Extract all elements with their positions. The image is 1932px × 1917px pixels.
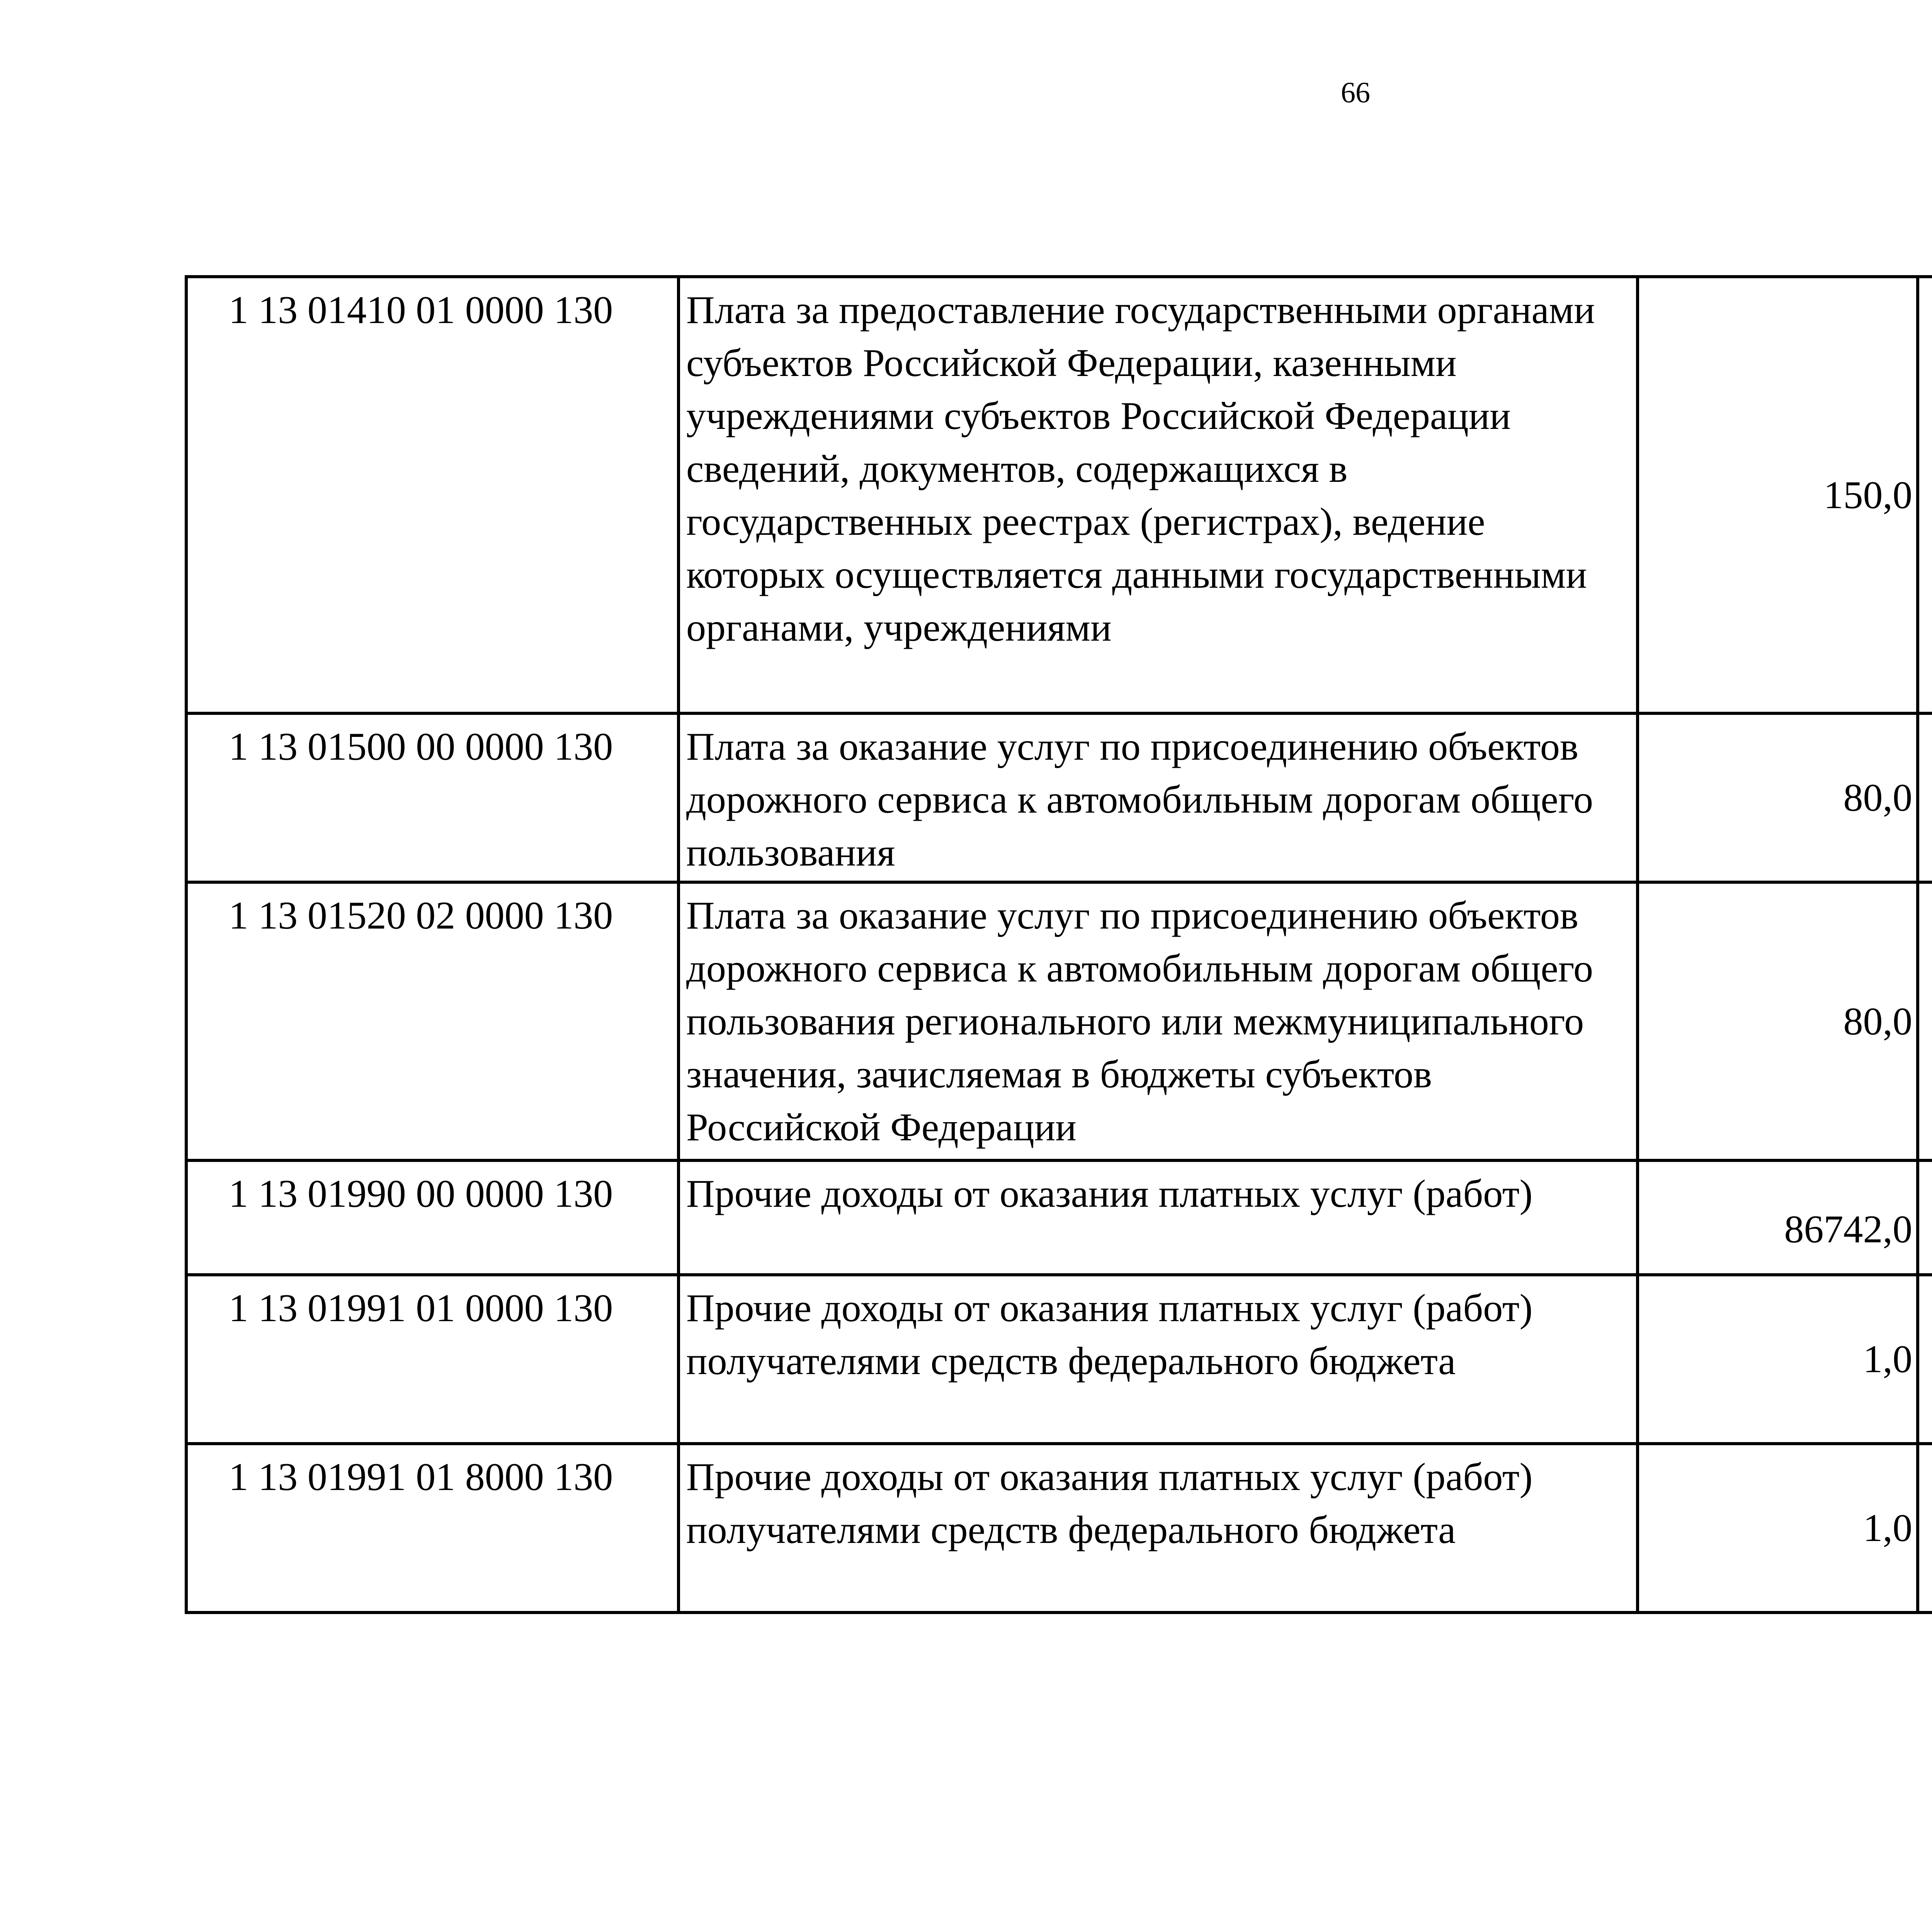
value-year2-cell: [1918, 1444, 1932, 1613]
value-year2-cell: [1918, 882, 1932, 1160]
table-row: [186, 1444, 1932, 1613]
table-row: [186, 277, 1932, 713]
revenue-code-cell: 1 13 01520 02 0000 130: [186, 882, 679, 1160]
revenue-code-cell: 1 13 01410 01 0000 130: [186, 277, 679, 713]
revenue-code-cell: 1 13 01500 00 0000 130: [186, 713, 679, 882]
revenue-code-cell: 1 13 01990 00 0000 130: [186, 1160, 679, 1275]
value-year1-cell: 80,0: [1638, 713, 1918, 882]
revenue-name-cell: Плата за предоставление государственными органами субъектов Российской Федерации, казенными учреждениями субъектов Российской Федерации сведений, документов, содержащихся в государственных реестрах (регистрах), ведение которых осуществляется данными государственными органами, учреждениями: [679, 277, 1638, 713]
table-row: [186, 1160, 1932, 1275]
value-year1-cell: 86742,0: [1638, 1160, 1918, 1275]
value-year1-cell: 150,0: [1638, 277, 1918, 713]
table-row: [186, 882, 1932, 1160]
value-year1-cell: 1,0: [1638, 1275, 1918, 1444]
value-year2-cell: [1918, 1160, 1932, 1275]
value-year2-cell: [1918, 277, 1932, 713]
value-year2-cell: [1918, 713, 1932, 882]
revenue-name-cell: Прочие доходы от оказания платных услуг (работ): [679, 1160, 1638, 1275]
revenue-name-cell: Прочие доходы от оказания платных услуг (работ) получателями средств федерального бюджета: [679, 1444, 1638, 1613]
revenue-code-cell: 1 13 01991 01 8000 130: [186, 1444, 679, 1613]
page-number: 66: [1341, 77, 1370, 109]
value-year1-cell: 1,0: [1638, 1444, 1918, 1613]
revenue-name-cell: Прочие доходы от оказания платных услуг (работ) получателями средств федерального бюджета: [679, 1275, 1638, 1444]
value-year2-cell: [1918, 1275, 1932, 1444]
table-row: [186, 1275, 1932, 1444]
table-row: [186, 713, 1932, 882]
revenue-code-cell: 1 13 01991 01 0000 130: [186, 1275, 679, 1444]
revenue-name-cell: Плата за оказание услуг по присоединению объектов дорожного сервиса к автомобильным дорогам общего пользования: [679, 713, 1638, 882]
revenue-table: [185, 275, 1932, 1614]
revenue-name-cell: Плата за оказание услуг по присоединению объектов дорожного сервиса к автомобильным дорогам общего пользования регионального или межмуниципального значения, зачисляемая в бюджеты субъектов Российской Федерации: [679, 882, 1638, 1160]
value-year1-cell: 80,0: [1638, 882, 1918, 1160]
